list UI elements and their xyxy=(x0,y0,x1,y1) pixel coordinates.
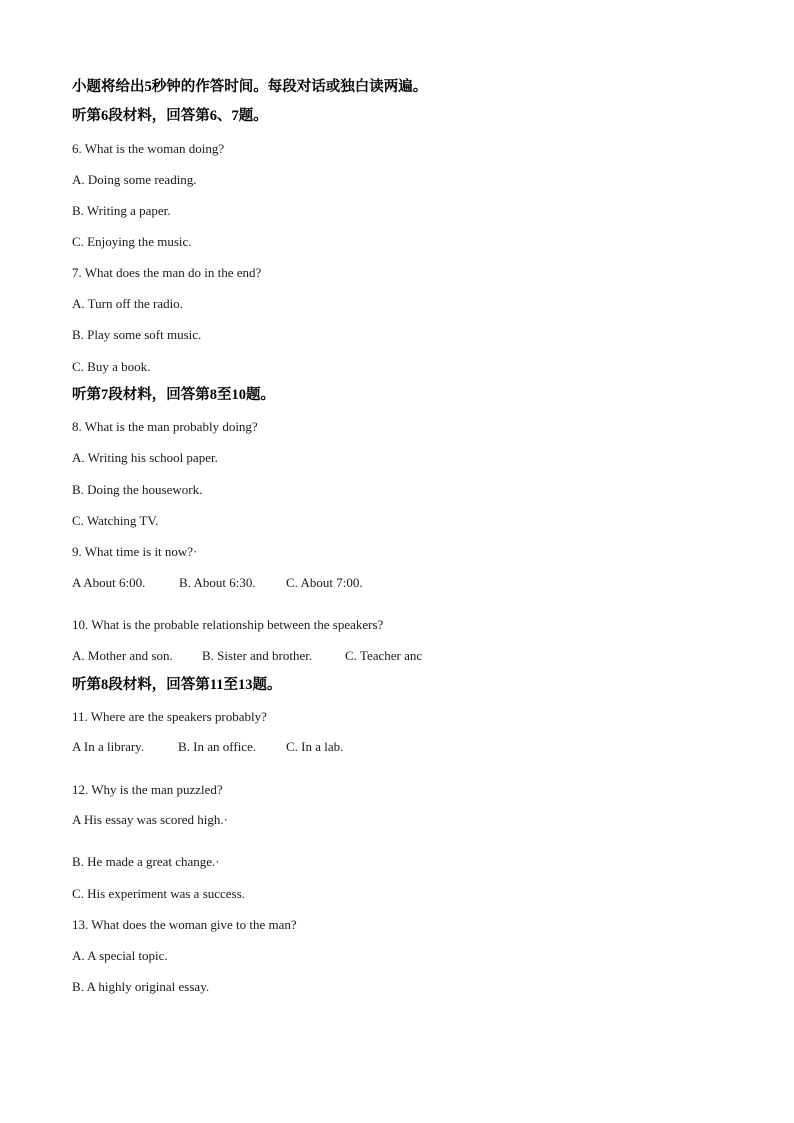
question-13-option-a: A. A special topic. xyxy=(72,948,168,963)
question-9-option-a: A About 6:00. xyxy=(72,575,146,590)
question-12-option-b: B. He made a great change.· xyxy=(72,854,220,869)
question-9-option-c: C. About 7:00. xyxy=(286,575,363,590)
question-6-stem: 6. What is the woman doing? xyxy=(72,141,225,156)
question-6-option-b: B. Writing a paper. xyxy=(72,203,171,218)
question-11-option-a: A In a library. xyxy=(72,739,145,754)
question-9-option-b: B. About 6:30. xyxy=(179,575,256,590)
question-9-options xyxy=(72,575,363,591)
question-6-option-c: C. Enjoying the music. xyxy=(72,234,192,249)
question-10-stem: 10. What is the probable relationship between the speakers? xyxy=(72,617,384,632)
question-10-option-c: C. Teacher anc xyxy=(345,648,423,663)
section-header-7: 听第7段材料，回答第8至10题。 xyxy=(72,387,275,403)
question-12-option-a: A His essay was scored high.· xyxy=(72,812,228,827)
question-13-option-b: B. A highly original essay. xyxy=(72,979,210,994)
question-11-stem: 11. Where are the speakers probably? xyxy=(72,709,267,724)
question-9-stem: 9. What time is it now?· xyxy=(72,544,198,559)
question-12-option-c: C. His experiment was a success. xyxy=(72,886,245,901)
question-8-option-a: A. Writing his school paper. xyxy=(72,450,218,465)
question-8-option-c: C. Watching TV. xyxy=(72,513,159,528)
question-10-option-b: B. Sister and brother. xyxy=(202,648,313,663)
section-header-8: 听第8段材料，回答第11至13题。 xyxy=(72,677,282,693)
question-7-option-a: A. Turn off the radio. xyxy=(72,296,183,311)
question-7-option-b: B. Play some soft music. xyxy=(72,327,202,342)
question-10-options xyxy=(72,648,422,664)
question-8-option-b: B. Doing the housework. xyxy=(72,482,203,497)
question-12-stem: 12. Why is the man puzzled? xyxy=(72,782,223,797)
question-11-option-c: C. In a lab. xyxy=(286,739,344,754)
instruction-line: 小题将给出5秒钟的作答时间。每段对话或独白读两遍。 xyxy=(72,79,428,95)
question-7-stem: 7. What does the man do in the end? xyxy=(72,265,262,280)
question-10-option-a: A. Mother and son. xyxy=(72,648,173,663)
question-7-option-c: C. Buy a book. xyxy=(72,359,151,374)
question-11-option-b: B. In an office. xyxy=(178,739,257,754)
question-8-stem: 8. What is the man probably doing? xyxy=(72,419,258,434)
section-header-6: 听第6段材料，回答第6、7题。 xyxy=(72,108,268,124)
question-13-stem: 13. What does the woman give to the man? xyxy=(72,917,297,932)
question-11-options xyxy=(72,739,343,755)
question-6-option-a: A. Doing some reading. xyxy=(72,172,197,187)
